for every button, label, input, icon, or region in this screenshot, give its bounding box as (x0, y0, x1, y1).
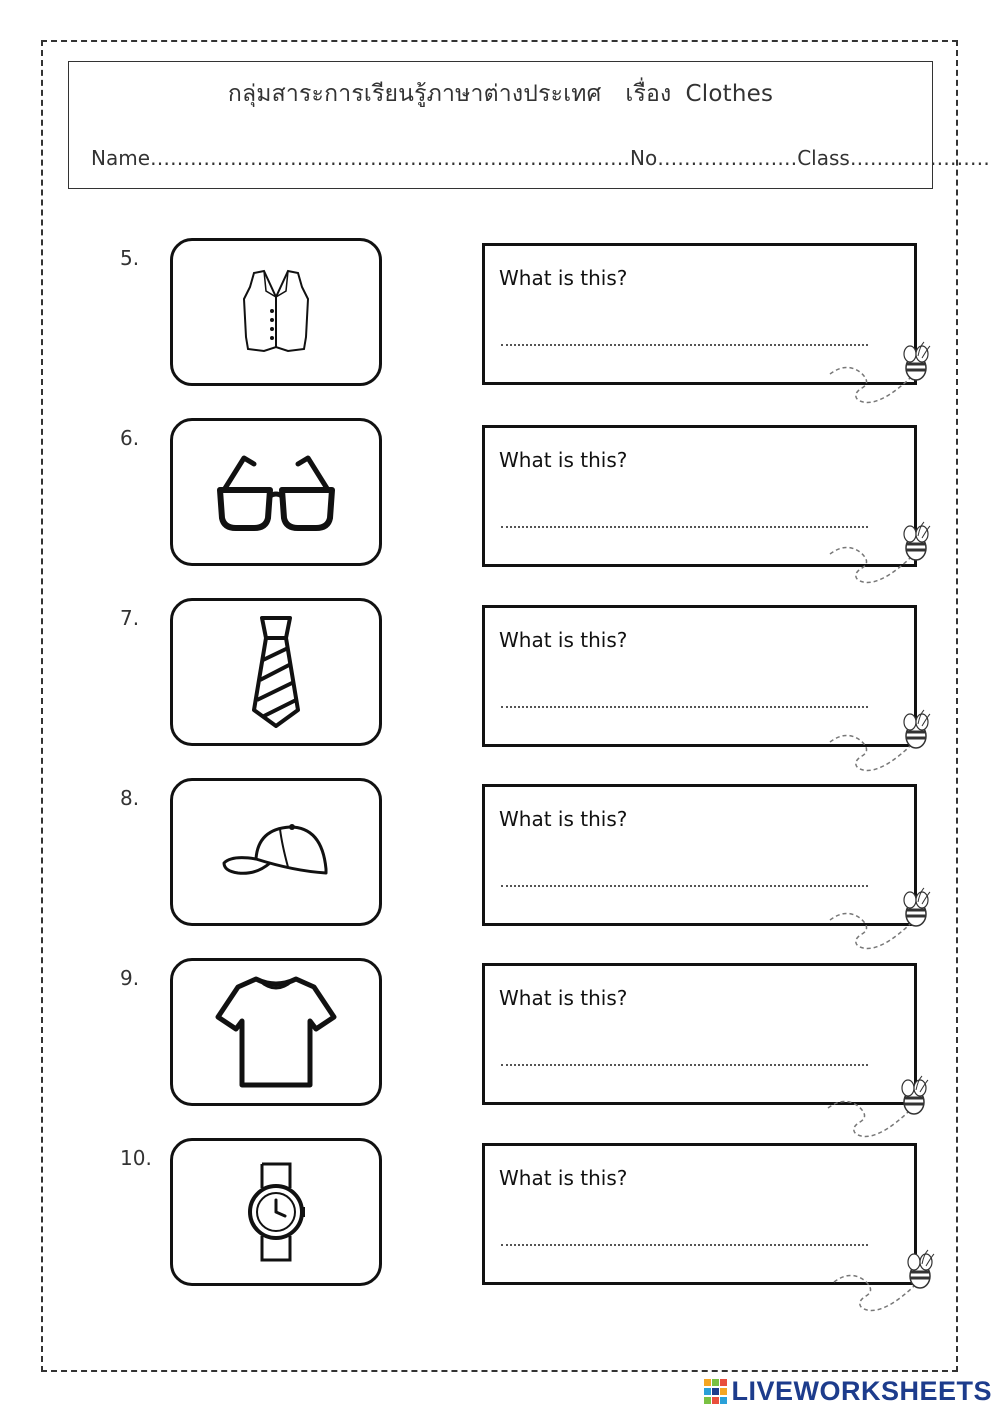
answer-line[interactable] (501, 344, 868, 346)
worksheet-title (69, 76, 932, 112)
picture-box (170, 1138, 382, 1286)
question-label: What is this? (499, 986, 628, 1010)
bee-icon (830, 1246, 942, 1318)
question-label: What is this? (499, 628, 628, 652)
liveworksheets-logo[interactable] (704, 1376, 992, 1407)
subject-label: กลุ่มสาระการเรียนรู้ภาษาต่างประเทศ (227, 81, 602, 107)
item-number: 5. (120, 246, 140, 270)
question-label: What is this? (499, 266, 628, 290)
picture-box (170, 778, 382, 926)
watch-icon (246, 1160, 306, 1264)
brand-text: LIVEWORKSHEETS (731, 1376, 992, 1406)
item-number: 10. (120, 1146, 152, 1170)
bee-icon (826, 518, 938, 590)
item-number: 6. (120, 426, 140, 450)
picture-box (170, 418, 382, 566)
answer-line[interactable] (501, 885, 868, 887)
answer-line[interactable] (501, 1244, 868, 1246)
question-label: What is this? (499, 807, 628, 831)
bee-icon (826, 884, 938, 956)
glasses-icon (214, 450, 338, 534)
bee-icon (824, 1072, 936, 1144)
picture-box (170, 598, 382, 746)
topic-value: Clothes (685, 81, 774, 107)
answer-line[interactable] (501, 706, 868, 708)
bee-icon (826, 338, 938, 410)
cap-icon (220, 819, 332, 885)
item-number: 7. (120, 606, 140, 630)
question-label: What is this? (499, 1166, 628, 1190)
bee-icon (826, 706, 938, 778)
item-number: 8. (120, 786, 140, 810)
picture-box (170, 958, 382, 1106)
question-label: What is this? (499, 448, 628, 472)
item-number: 9. (120, 966, 140, 990)
tie-icon (246, 614, 306, 730)
answer-line[interactable] (501, 1064, 868, 1066)
liveworksheets-mark-icon (704, 1379, 728, 1405)
picture-box (170, 238, 382, 386)
vest-icon (236, 267, 316, 357)
worksheet-header (68, 61, 990, 189)
student-info-line[interactable]: Name………………………………………………………………No…………………Class………………… (91, 146, 990, 170)
topic-label: เรื่อง (625, 81, 672, 107)
t-shirt-icon (214, 973, 338, 1091)
answer-line[interactable] (501, 526, 868, 528)
